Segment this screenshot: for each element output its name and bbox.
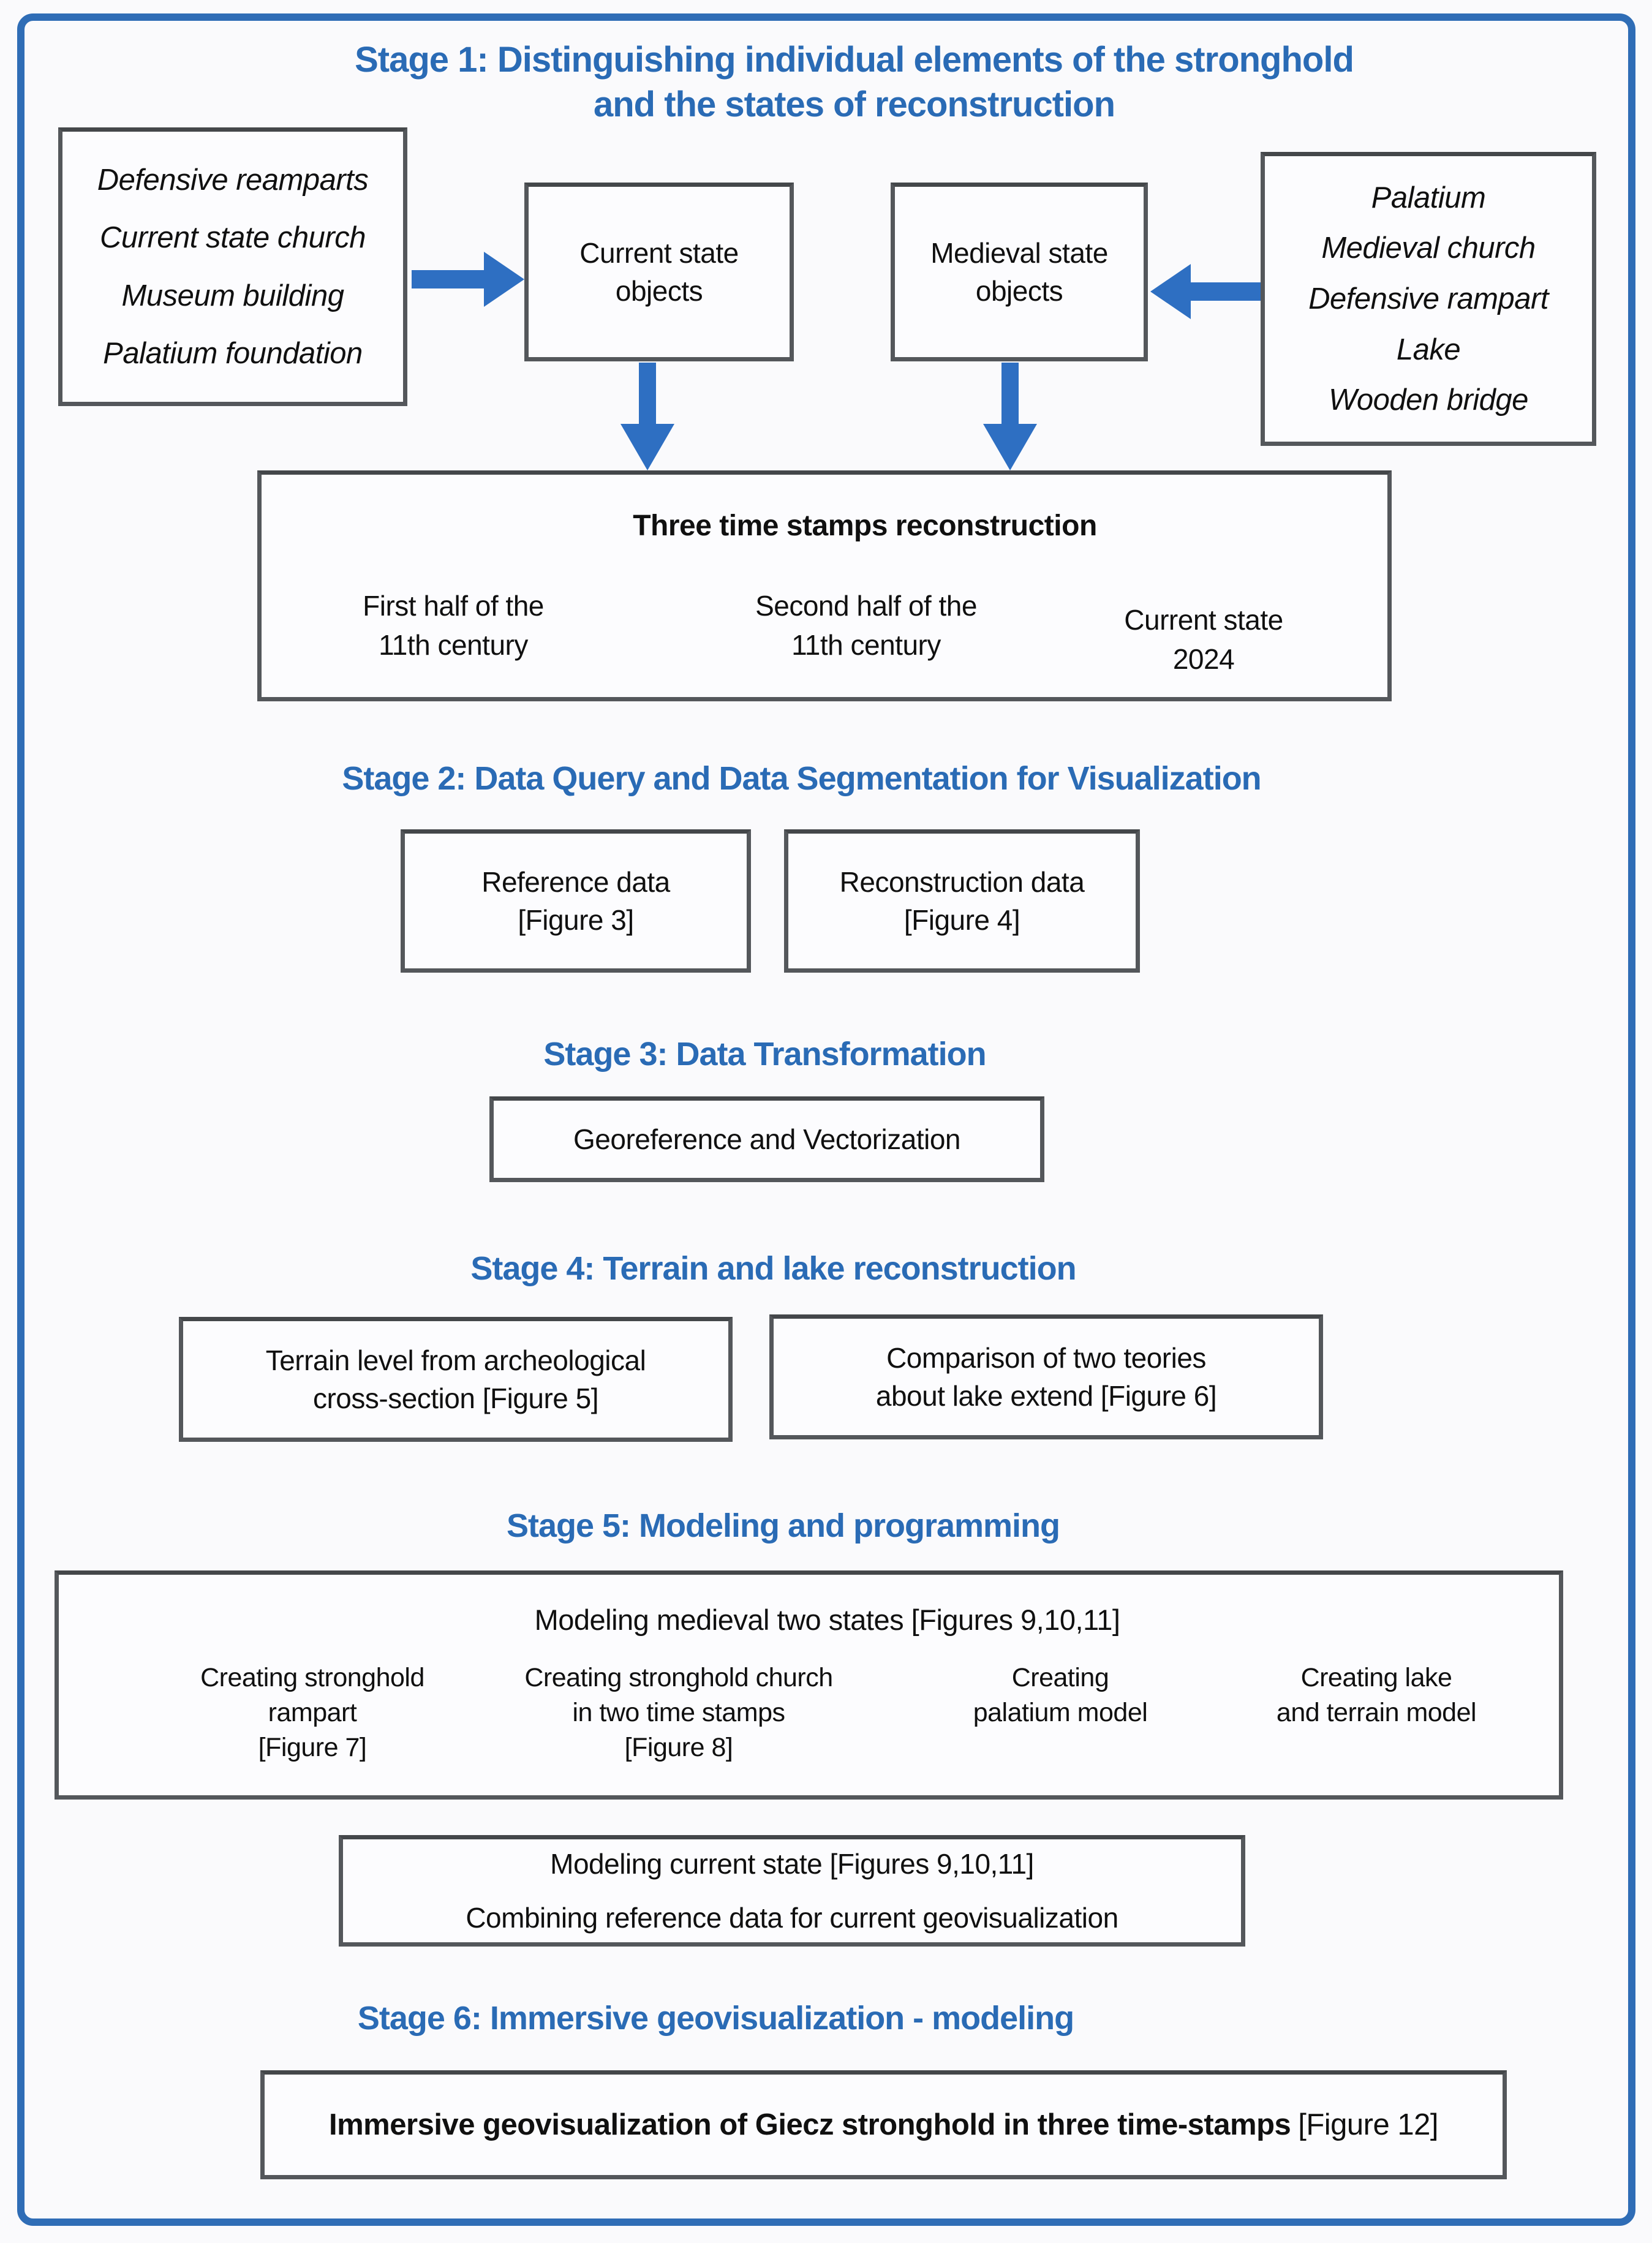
current-elements-item: Defensive reamparts [97,164,369,197]
medieval-state-objects-box [891,183,1148,361]
terrain-level-line1: Terrain level from archeological [265,1344,646,1376]
arrow-left-head-icon [1150,264,1191,319]
stage6-heading: Stage 6: Immersive geovisualization - modeling [357,2000,1074,2037]
timestamp-text: 11th century [791,629,941,662]
reference-data-label: Reference data [481,865,670,898]
creating-rampart-col [129,1661,496,1766]
timestamp-text: 2024 [1172,643,1235,676]
reconstruction-data-label: Reconstruction data [839,865,1085,898]
current-elements-item: Museum building [121,279,344,312]
creating-church-line: in two time stamps [572,1698,785,1728]
creating-church-line: Creating stronghold church [524,1663,833,1692]
creating-palatium-line: palatium model [973,1698,1148,1728]
creating-palatium-line: Creating [1011,1663,1109,1692]
arrow-right-icon [412,270,485,288]
stage1-heading [28,38,1652,127]
current-state-objects-line1: Current state [579,236,739,269]
three-timestamps-title: Three time stamps reconstruction [633,510,1097,542]
terrain-level-line2: cross-section [Figure 5] [312,1382,599,1414]
creating-church-col [495,1661,862,1766]
medieval-state-objects-line1: Medieval state [930,236,1108,269]
arrow-right-head-icon [484,252,524,307]
stage2-heading: Stage 2: Data Query and Data Segmentation for Visualization [342,760,1261,797]
terrain-level-box [179,1317,733,1442]
reconstruction-data-box [784,829,1140,973]
stage1-current-elements-box [58,127,407,406]
modeling-current-line2: Combining reference data for current geovisualization [466,1902,1118,1934]
timestamp-text: First half of the [363,590,544,622]
lake-comparison-box [769,1314,1323,1439]
creating-church-figure: [Figure 8] [624,1733,733,1763]
timestamp-text: Second half of the [755,590,977,622]
current-elements-item: Current state church [100,221,366,255]
creating-palatium-col [877,1661,1244,1730]
timestamp-text: Current state [1124,604,1283,636]
arrow-left-icon [1191,282,1261,301]
current-state-objects-line2: objects [615,275,703,307]
creating-rampart-line: rampart [268,1698,357,1728]
immersive-geovisualization-figure: [Figure 12] [1298,2108,1438,2141]
immersive-geovisualization-box [260,2070,1507,2179]
three-timestamps-box [257,470,1392,701]
georeference-label: Georeference and Vectorization [573,1123,960,1155]
current-state-objects-box [524,183,794,361]
creating-rampart-figure: [Figure 7] [258,1733,367,1763]
arrow-down-icon [1001,363,1019,424]
timestamp-col-first-half [270,586,637,665]
creating-rampart-line: Creating stronghold [200,1663,424,1692]
modeling-current-line1: Modeling current state [Figures 9,10,11] [550,1847,1034,1880]
reference-data-figure: [Figure 3] [518,904,634,936]
reference-data-box [401,829,751,973]
timestamp-text: 11th century [379,629,528,662]
arrow-down-head-icon [983,424,1037,470]
medieval-elements-item: Medieval church [1321,232,1536,265]
creating-lake-line: Creating lake [1300,1663,1452,1692]
medieval-elements-item: Wooden bridge [1329,383,1528,417]
modeling-medieval-box [55,1570,1563,1800]
modeling-medieval-title: Modeling medieval two states [Figures 9,10,11] [534,1604,1120,1636]
medieval-elements-item: Defensive rampart [1308,282,1548,315]
stage4-heading: Stage 4: Terrain and lake reconstruction [470,1250,1076,1287]
reconstruction-data-figure: [Figure 4] [903,904,1020,936]
lake-comparison-line2: about lake extend [Figure 6] [875,1380,1217,1412]
stage1-heading-line1: Stage 1: Distinguishing individual elements of the stronghold [355,40,1354,80]
stage1-medieval-elements-box [1261,152,1596,446]
stage5-heading: Stage 5: Modeling and programming [506,1507,1060,1544]
immersive-geovisualization-label: Immersive geovisualization of Giecz stronghold in three time-stamps [329,2108,1291,2141]
medieval-state-objects-line2: objects [975,275,1063,307]
timestamp-col-second-half [682,586,1050,665]
stage1-heading-line2: and the states of reconstruction [593,84,1115,124]
modeling-current-state-box [339,1835,1245,1947]
timestamp-col-current [1020,600,1387,679]
creating-lake-col [1193,1661,1560,1730]
medieval-elements-item: Palatium [1371,181,1486,214]
stage3-heading: Stage 3: Data Transformation [543,1036,986,1072]
creating-lake-line: and terrain model [1276,1698,1477,1728]
arrow-down-head-icon [620,424,674,470]
georeference-box [489,1096,1044,1182]
current-elements-item: Palatium foundation [103,336,363,370]
medieval-elements-item: Lake [1396,333,1461,366]
arrow-down-icon [639,363,656,424]
lake-comparison-line1: Comparison of two teories [886,1341,1206,1374]
